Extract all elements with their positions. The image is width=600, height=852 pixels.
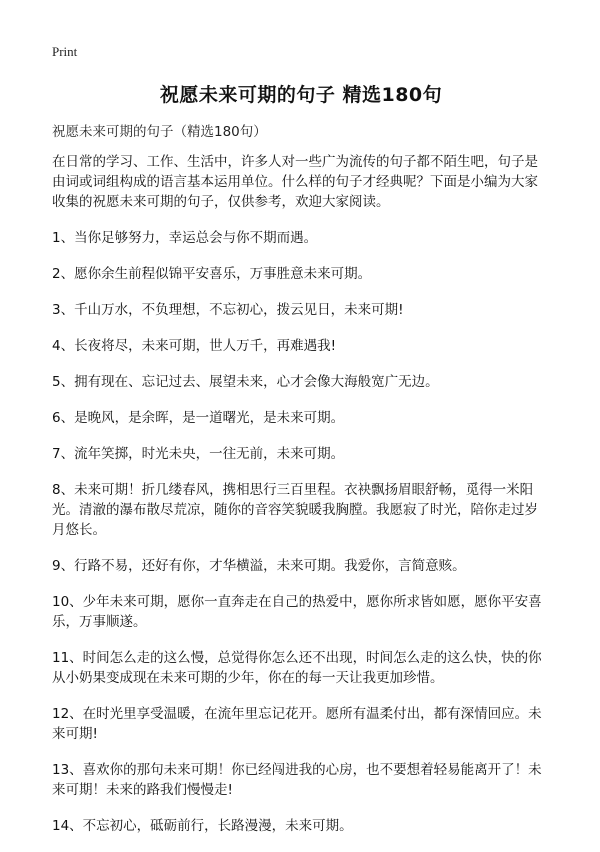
document-content <box>52 152 550 852</box>
list-item: 9、行路不易，还好有你，才华横溢，未来可期。我爱你，言简意赅。 <box>52 558 466 574</box>
list-item: 12、在时光里享受温暖，在流年里忘记花开。愿所有温柔付出，都有深情回应。未来可期! <box>52 706 542 742</box>
document-subtitle: 祝愿未来可期的句子（精选180句） <box>52 124 267 140</box>
intro-paragraph: 在日常的学习、工作、生活中，许多人对一些广为流传的句子都不陌生吧，句子是由词或词组构成的语言基本运用单位。什么样的句子才经典呢？下面是小编为大家收集的祝愿未来可期的句子，仅供参考，欢迎大家阅读。 <box>52 154 538 210</box>
list-item: 13、喜欢你的那句未来可期！你已经闯进我的心房，也不要想着轻易能离开了！未来可期！未来的路我们慢慢走! <box>52 762 542 798</box>
print-label: Print <box>52 44 78 59</box>
list-item: 3、千山万水，不负理想，不忘初心，拨云见日，未来可期! <box>52 302 404 318</box>
list-item: 4、长夜将尽，未来可期，世人万千，再难遇我! <box>52 338 337 354</box>
list-item: 7、流年笑掷，时光未央，一往无前，未来可期。 <box>52 446 345 462</box>
list-item: 14、不忘初心，砥砺前行，长路漫漫，未来可期。 <box>52 818 353 834</box>
list-item: 1、当你足够努力，幸运总会与你不期而遇。 <box>52 230 318 246</box>
list-item: 6、是晚风，是余晖，是一道曙光，是未来可期。 <box>52 410 345 426</box>
list-item: 2、愿你余生前程似锦平安喜乐，万事胜意未来可期。 <box>52 266 372 282</box>
list-item: 8、未来可期！折几缕春风，携相思行三百里程。衣袂飘扬眉眼舒畅，觅得一米阳光。清澈的瀑布散尽荒凉，随你的音容笑貌暖我胸膛。我愿寂了时光，陪你走过岁月悠长。 <box>52 482 538 538</box>
list-item: 5、拥有现在、忘记过去、展望未来，心才会像大海般宽广无边。 <box>52 374 439 390</box>
list-item: 11、时间怎么走的这么慢，总觉得你怎么还不出现，时间怎么走的这么快，快的你从小奶果变成现在未来可期的少年，你在的每一天让我更加珍惜。 <box>52 650 542 686</box>
document-title: 祝愿未来可期的句子 精选180句 <box>159 84 443 106</box>
list-item: 10、少年未来可期，愿你一直奔走在自己的热爱中，愿你所求皆如愿，愿你平安喜乐，万事顺遂。 <box>52 594 542 630</box>
